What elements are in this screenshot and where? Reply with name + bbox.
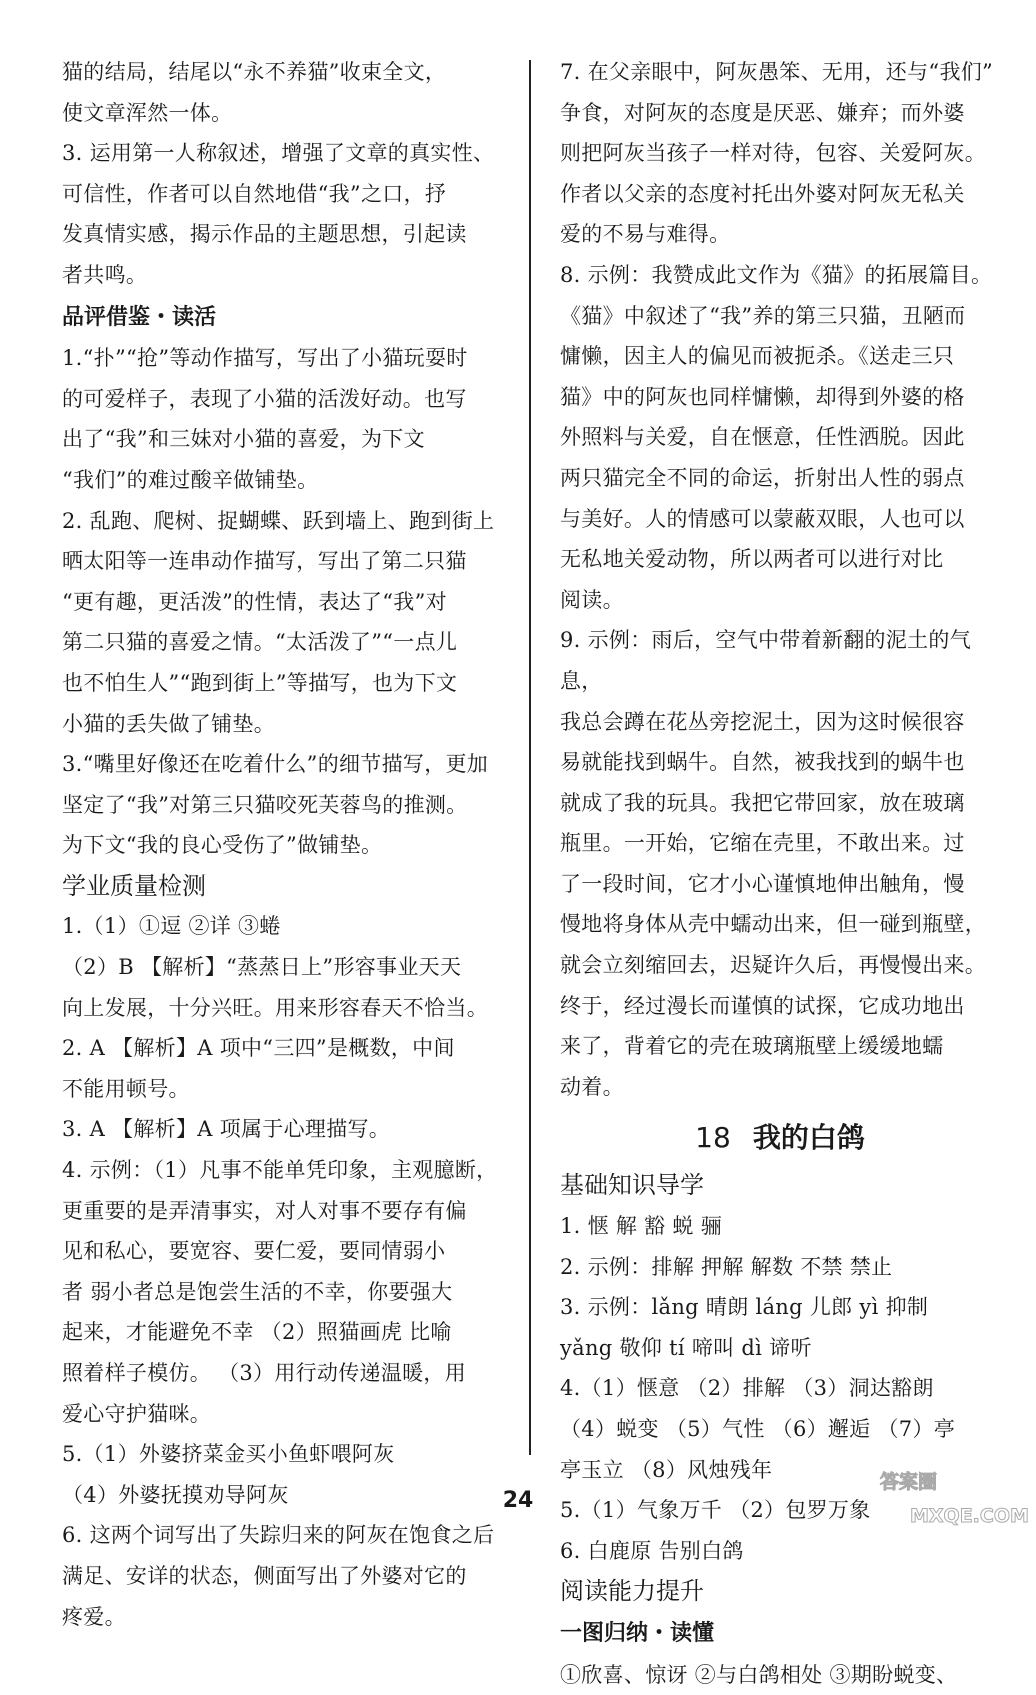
answer-paragraph: 7. 在父亲眼中，阿灰愚笨、无用，还与“我们” 争食，对阿灰的态度是厌恶、嫌弃；而外婆 则把阿灰当孩子一样对待，包容、关爱阿灰。 作者以父亲的态度衬托出外婆对阿灰无私关 爱的不易与难得。 [560, 60, 994, 247]
subsection-heading: 品评借鉴・读活 [62, 304, 217, 330]
answer-paragraph: 2. 乱跑、爬树、捉蝴蝶、跃到墙上、跑到街上 晒太阳等一连串动作描写，写出了第二只猫 “更有趣，更活泼”的性情，表达了“我”对 第二只猫的喜爱之情。“太活泼了”“一点儿 也不怕生人”“跑到街上”等描写，也为下文 小猫的丢失做了铺垫。 [62, 508, 495, 736]
left-column [62, 52, 510, 1637]
answer-paragraph: 1.“扑”“抢”等动作描写，写出了小猫玩耍时 的可爱样子，表现了小猫的活泼好动。也写 出了“我”和三妹对小猫的喜爱，为下文 “我们”的难过酸辛做铺垫。 [62, 346, 468, 492]
watermark-text-url: MXQE.COM [910, 1505, 1029, 1527]
answer-paragraph: 6. 这两个词写出了失踪归来的阿灰在饱食之后 满足、安详的状态，侧面写出了外婆对它的 疼爱。 [62, 1523, 495, 1629]
answer-paragraph: 4. 示例：（1）凡事不能单凭印象，主观臆断， 更重要的是弄清事实，对人对事不要存有偏 见和私心，要宽容、要仁爱，要同情弱小 者 弱小者总是饱尝生活的不幸，你要强大 起来，才能避免不幸 （2）照猫画虎 比喻 照着样子模仿。 （3）用行动传递温暖，用 爱心守护猫咪。 [62, 1158, 498, 1426]
section-heading: 学业质量检测 [62, 871, 206, 900]
section-heading: 基础知识导学 [560, 1171, 704, 1200]
section-heading: 阅读能力提升 [560, 1577, 704, 1606]
chapter-number: 18 [695, 1121, 731, 1155]
subsection-heading: 一图归纳・读懂 [560, 1620, 715, 1646]
answer-paragraph: ①欣喜、惊讶 ②与白鸽相处 ③期盼蜕变、 [560, 1662, 958, 1687]
watermark-text-cn: 答案圈 [880, 1471, 938, 1493]
right-column [560, 52, 1000, 1695]
answer-paragraph: 猫的结局，结尾以“永不养猫”收束全文， 使文章浑然一体。 [62, 60, 447, 125]
page-number: 24 [502, 1488, 534, 1513]
chapter-heading [560, 1111, 1000, 1165]
answer-paragraph: 2. A 【解析】A 项中“三四”是概数，中间 不能用顿号。 [62, 1036, 455, 1101]
answer-paragraph: 1.（1）①逗 ②详 ③蜷 （2）B 【解析】“蒸蒸日上”形容事业天天 向上发展，十分兴旺。用来形容春天不恰当。 [62, 914, 488, 1020]
watermark-logo [850, 1460, 1030, 1532]
answer-paragraph: 8. 示例：我赞成此文作为《猫》的拓展篇目。 《猫》中叙述了“我”养的第三只猫，丑陋而 慵懒，因主人的偏见而被扼杀。《送走三只 猫》中的阿灰也同样慵懒，却得到外婆的格 外照料与关爱，自在惬意，任性洒脱。因此 两只猫完全不同的命运，折射出人性的弱点 与美好。人的情感可以蒙蔽双眼，人也可以 无私地关爱动物，所以两者可以进行对比 阅读。 [560, 262, 993, 612]
answer-paragraph: 3. 运用第一人称叙述，增强了文章的真实性、 可信性，作者可以自然地借“我”之口，抒 发真情实感，揭示作品的主题思想，引起读 者共鸣。 [62, 141, 495, 287]
answer-paragraph: 1. 惬 解 豁 蜕 骊 2. 示例：排解 押解 解数 不禁 禁止 3. 示例：lǎng 晴朗 láng 儿郎 yì 抑制 yǎng 敬仰 tí 啼叫 dì 谛听 4.（1）惬意 （2）排解 （3）洞达豁朗 （4）蜕变 （5）气性 （6）邂逅 （7）亭 亭玉立 （8）风烛残年 5.（1）气象万千 （2）包罗万象 6. 白鹿原 告别白鸽 [560, 1214, 956, 1563]
column-divider [529, 60, 531, 1455]
answer-paragraph: 3.“嘴里好像还在吃着什么”的细节描写，更加 坚定了“我”对第三只猫咬死芙蓉鸟的推测。 为下文“我的良心受伤了”做铺垫。 [62, 752, 489, 858]
answer-paragraph: 9. 示例：雨后，空气中带着新翻的泥土的气息， 我总会蹲在花丛旁挖泥土，因为这时候很容 易就能找到蜗牛。自然，被我找到的蜗牛也 就成了我的玩具。我把它带回家，放在玻璃 瓶里。一开始，它缩在壳里，不敢出来。过 了一段时间，它才小心谨慎地伸出触角，慢 慢地将身体从壳中蠕动出来，但一碰到瓶壁， 就会立刻缩回去，迟疑许久后，再慢慢出来。 终于，经过漫长而谨慎的试探，它成功地出 来了，背着它的壳在玻璃瓶壁上缓缓地蠕 动着。 [560, 628, 986, 1099]
answer-paragraph: 3. A 【解析】A 项属于心理描写。 [62, 1117, 391, 1142]
chapter-title: 我的白鸽 [752, 1121, 865, 1155]
answer-paragraph: 5.（1）外婆挤菜金买小鱼虾喂阿灰 （4）外婆抚摸劝导阿灰 [62, 1442, 395, 1507]
